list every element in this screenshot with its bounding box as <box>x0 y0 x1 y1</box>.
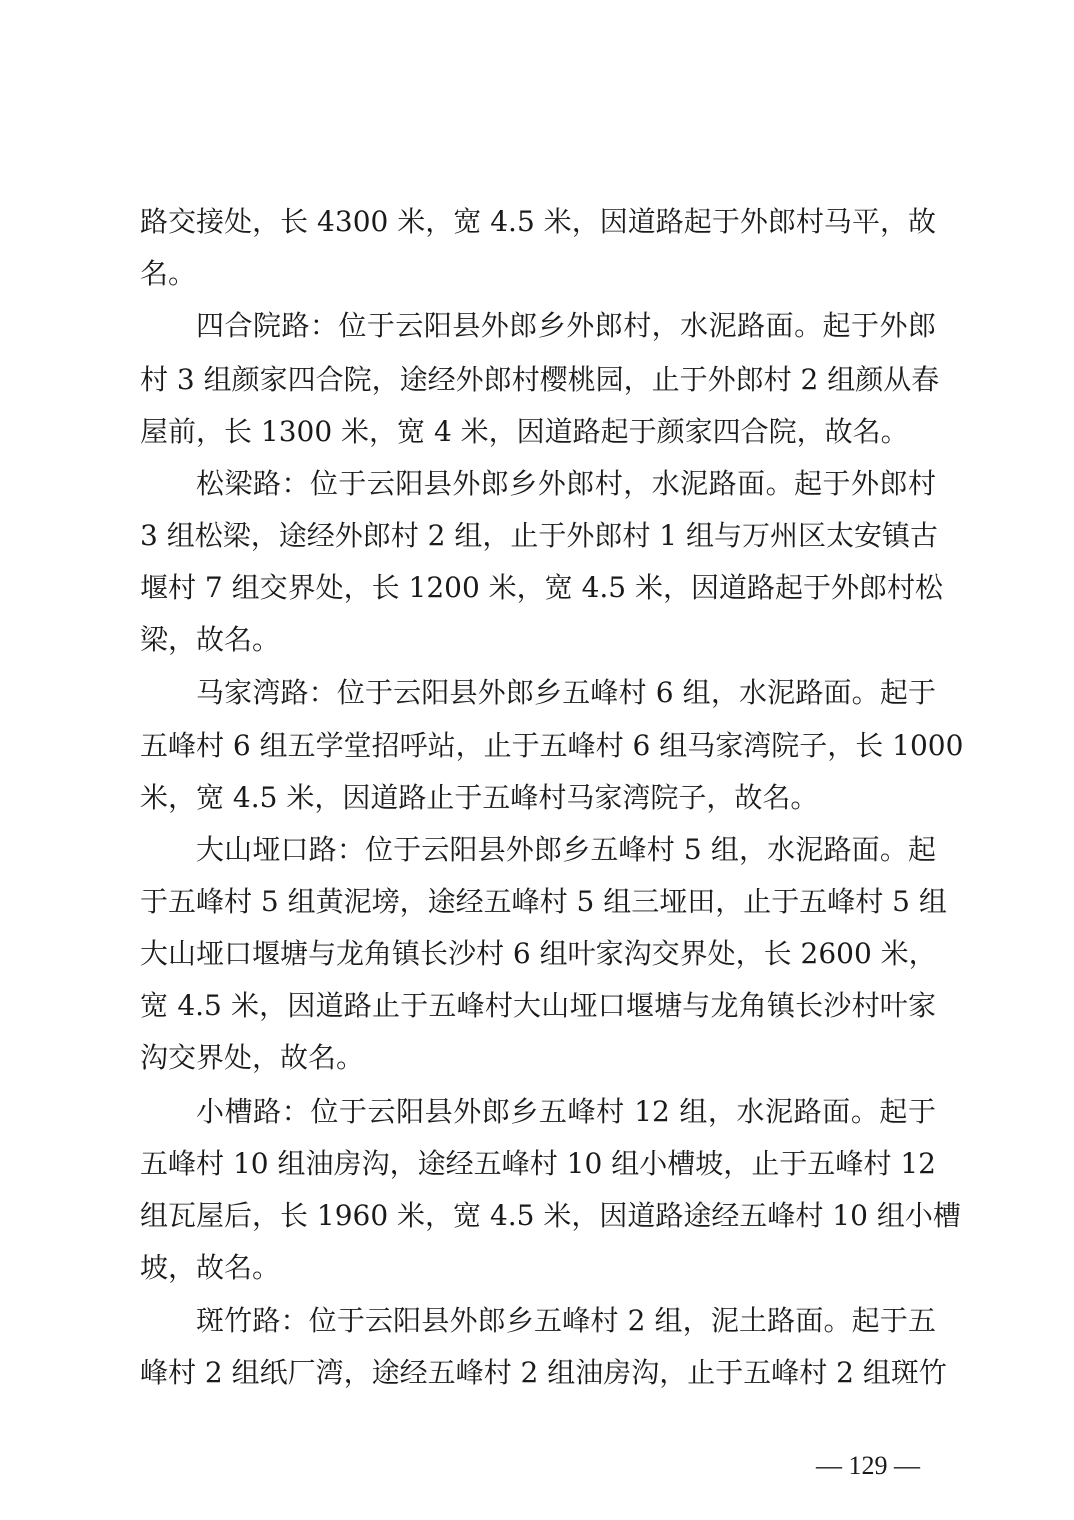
text-line-8: 堰村 7 组交界处，长 1200 米，宽 4.5 米，因道路起于外郎村松 <box>140 571 944 604</box>
text-line-18: 小槽路：位于云阳县外郎乡五峰村 12 组，水泥路面。起于 <box>196 1095 936 1128</box>
text-line-15: 大山垭口堰塘与龙角镇长沙村 6 组叶家沟交界处，长 2600 米， <box>140 937 937 970</box>
text-line-11: 五峰村 6 组五学堂招呼站，止于五峰村 6 组马家湾院子，长 1000 <box>140 729 964 762</box>
text-line-12: 米，宽 4.5 米，因道路止于五峰村马家湾院子，故名。 <box>140 781 819 814</box>
text-line-7: 3 组松梁，途经外郎村 2 组，止于外郎村 1 组与万州区太安镇古 <box>140 519 938 552</box>
text-line-6: 松梁路：位于云阳县外郎乡外郎村，水泥路面。起于外郎村 <box>196 467 936 500</box>
text-line-17: 沟交界处，故名。 <box>140 1041 365 1074</box>
text-line-10: 马家湾路：位于云阳县外郎乡五峰村 6 组，水泥路面。起于 <box>196 676 936 709</box>
text-line-1: 路交接处，长 4300 米，宽 4.5 米，因道路起于外郎村马平，故 <box>140 205 936 238</box>
text-line-22: 斑竹路：位于云阳县外郎乡五峰村 2 组，泥土路面。起于五 <box>196 1304 936 1337</box>
text-line-3: 四合院路：位于云阳县外郎乡外郎村，水泥路面。起于外郎 <box>196 309 936 342</box>
text-line-4: 村 3 组颜家四合院，途经外郎村樱桃园，止于外郎村 2 组颜从春 <box>140 363 940 396</box>
text-line-20: 组瓦屋后，长 1960 米，宽 4.5 米，因道路途经五峰村 10 组小槽 <box>140 1199 961 1232</box>
page-number: — 129 — <box>816 1451 920 1480</box>
text-line-14: 于五峰村 5 组黄泥塝，途经五峰村 5 组三垭田，止于五峰村 5 组 <box>140 885 947 918</box>
text-line-19: 五峰村 10 组油房沟，途经五峰村 10 组小槽坡，止于五峰村 12 <box>140 1147 936 1180</box>
text-line-16: 宽 4.5 米，因道路止于五峰村大山垭口堰塘与龙角镇长沙村叶家 <box>140 989 936 1022</box>
text-line-5: 屋前，长 1300 米，宽 4 米，因道路起于颜家四合院，故名。 <box>140 415 909 448</box>
text-line-9: 梁，故名。 <box>140 623 281 656</box>
text-line-21: 坡，故名。 <box>140 1251 281 1284</box>
text-line-13: 大山垭口路：位于云阳县外郎乡五峰村 5 组，水泥路面。起 <box>196 833 936 866</box>
text-line-2: 名。 <box>140 257 197 290</box>
text-line-23: 峰村 2 组纸厂湾，途经五峰村 2 组油房沟，止于五峰村 2 组斑竹 <box>140 1356 947 1389</box>
